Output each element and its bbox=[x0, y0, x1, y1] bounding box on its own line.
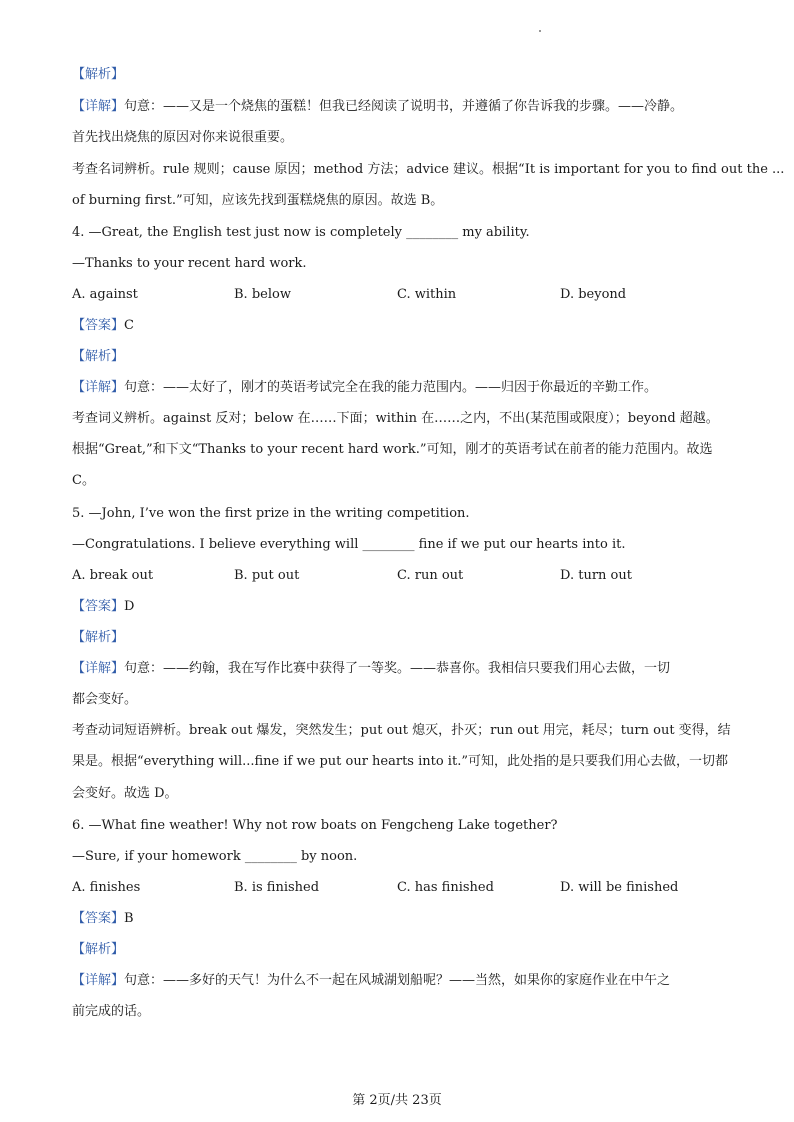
option-b: B. put out bbox=[234, 568, 300, 583]
explanation-line: 根据“Great,”和下文“Thanks to your recent hard work.”可知，刚才的英语考试在前者的能力范围内。故选 bbox=[72, 442, 713, 457]
question-4-reply: —Thanks to your recent hard work. bbox=[72, 256, 307, 271]
option-c: C. has finished bbox=[397, 880, 494, 895]
explanation-line: 考查动词短语辨析。break out 爆发，突然发生；put out 熄灭，扑灭；run out 用完，耗尽；turn out 变得，结 bbox=[72, 723, 731, 738]
explanation-line: of burning first.”可知，应该先找到蛋糕烧焦的原因。故选 B。 bbox=[72, 193, 444, 208]
option-c: C. run out bbox=[397, 568, 464, 583]
question-4-stem: 4. —Great, the English test just now is completely ________ my ability. bbox=[72, 225, 530, 240]
question-6-stem: 6. —What fine weather! Why not row boats on Fengcheng Lake together? bbox=[72, 818, 558, 833]
option-a: A. against bbox=[72, 287, 138, 302]
answer-line: 【答案】D bbox=[72, 599, 135, 614]
option-d: D. will be finished bbox=[560, 880, 679, 895]
analysis-heading: 【解析】 bbox=[72, 630, 125, 645]
question-5-reply: —Congratulations. I believe everything will ________ fine if we put our hearts into it. bbox=[72, 537, 626, 552]
option-a: A. finishes bbox=[72, 880, 141, 895]
option-d: D. beyond bbox=[560, 287, 627, 302]
question-6-reply: —Sure, if your homework ________ by noon. bbox=[72, 849, 358, 864]
analysis-heading: 【解析】 bbox=[72, 349, 125, 364]
explanation-line: 考查名词辨析。rule 规则；cause 原因；method 方法；advice 建议。根据“It is important for you to find out the ... bbox=[72, 162, 785, 177]
detail-paragraph: 【详解】句意：——太好了，刚才的英语考试完全在我的能力范围内。——归因于你最近的辛勤工作。 bbox=[72, 380, 658, 395]
option-a: A. break out bbox=[72, 568, 154, 583]
analysis-heading: 【解析】 bbox=[72, 67, 125, 82]
explanation-line: 果是。根据“everything will...fine if we put our hearts into it.”可知，此处指的是只要我们用心去做，一切都 bbox=[72, 754, 728, 769]
detail-paragraph-cont: 都会变好。 bbox=[72, 692, 138, 707]
answer-line: 【答案】C bbox=[72, 318, 134, 333]
page-number: 第 2页/共 23页 bbox=[352, 1093, 442, 1108]
question-5-stem: 5. —John, I’ve won the first prize in the writing competition. bbox=[72, 506, 470, 521]
scan-dot bbox=[539, 30, 541, 32]
option-b: B. is finished bbox=[234, 880, 320, 895]
answer-line: 【答案】B bbox=[72, 911, 134, 926]
option-c: C. within bbox=[397, 287, 457, 302]
option-d: D. turn out bbox=[560, 568, 632, 583]
detail-paragraph: 【详解】句意：——约翰，我在写作比赛中获得了一等奖。——恭喜你。我相信只要我们用心去做，一切 bbox=[72, 661, 671, 676]
analysis-heading: 【解析】 bbox=[72, 942, 125, 957]
detail-paragraph: 【详解】句意：——又是一个烧焦的蛋糕！但我已经阅读了说明书，并遵循了你告诉我的步骤。——冷静。 bbox=[72, 99, 684, 114]
question-6-options bbox=[72, 879, 732, 897]
detail-paragraph-cont: 首先找出烧焦的原因对你来说很重要。 bbox=[72, 130, 294, 145]
explanation-line: 会变好。故选 D。 bbox=[72, 786, 178, 801]
detail-paragraph: 【详解】句意：——多好的天气！为什么不一起在风城湖划船呢？——当然，如果你的家庭作业在中午之 bbox=[72, 973, 671, 988]
detail-paragraph-cont: 前完成的话。 bbox=[72, 1004, 151, 1019]
explanation-line: C。 bbox=[72, 473, 95, 488]
question-5-options bbox=[72, 567, 732, 585]
option-b: B. below bbox=[234, 287, 291, 302]
question-4-options bbox=[72, 286, 732, 304]
explanation-line: 考查词义辨析。against 反对；below 在……下面；within 在……之内，不出(某范围或限度）；beyond 超越。 bbox=[72, 411, 719, 426]
